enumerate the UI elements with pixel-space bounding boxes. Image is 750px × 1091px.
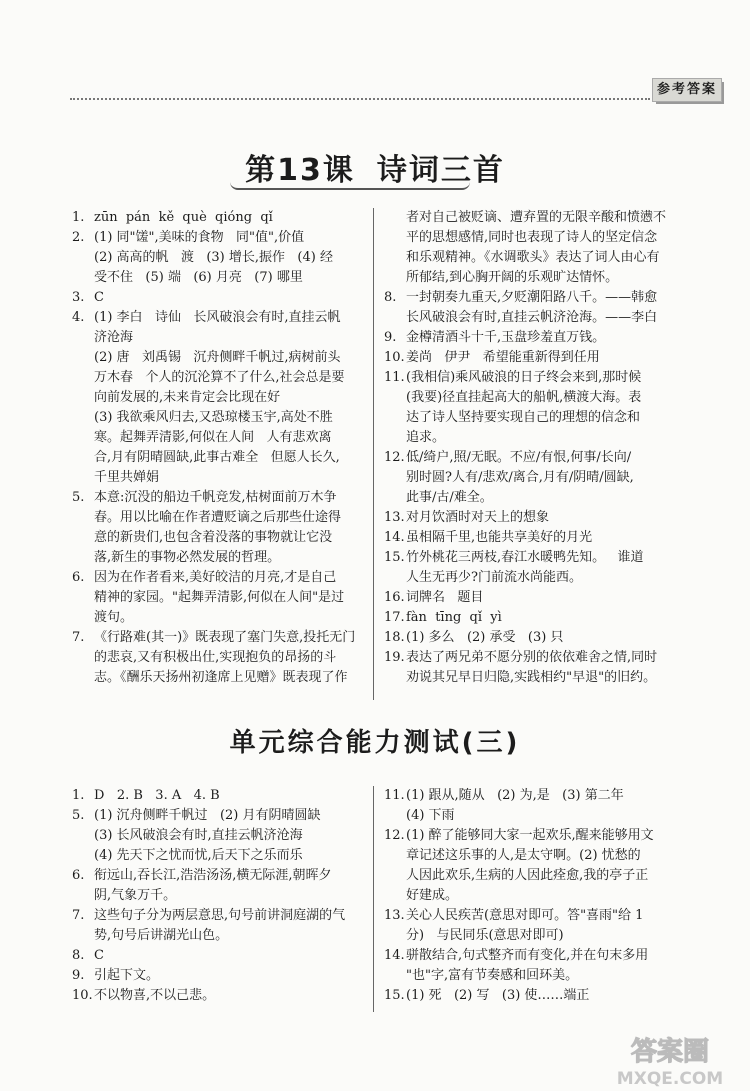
answer-text: C (94, 290, 104, 305)
answer-text: (1) 多么 (2) 承受 (3) 只 (406, 630, 564, 645)
answer-line (72, 846, 364, 866)
answer-line (72, 368, 364, 388)
answer-number (384, 408, 406, 428)
answer-number: 3. (72, 290, 85, 305)
answer-line (72, 628, 364, 648)
answer-text: 向前发展的,未来肯定会比现在好 (94, 390, 281, 405)
answer-text: 者对自己被贬谪、遭弃置的无限辛酸和愤懑不 (406, 210, 667, 225)
answer-line (72, 388, 364, 408)
answer-line (384, 308, 684, 328)
watermark-url: MXQE.COM (616, 1069, 724, 1088)
lesson-answers-right-column (384, 208, 684, 688)
answer-line (384, 548, 684, 568)
answer-number (72, 468, 94, 488)
watermark-logo-text: 答案圈 (630, 1037, 710, 1067)
answer-text: 一封朝奏九重天,夕贬潮阳路八千。——韩愈 (406, 290, 658, 305)
answer-text: 这些句子分为两层意思,句号前讲洞庭湖的气 (94, 908, 346, 923)
answer-line (384, 208, 684, 228)
answer-line (72, 248, 364, 268)
answer-number: 6. (72, 868, 85, 883)
answer-line (384, 986, 684, 1006)
answer-number (72, 648, 94, 668)
answer-text: 受不住 (5) 端 (6) 月亮 (7) 哪里 (94, 270, 303, 285)
answer-text: 济沧海 (94, 330, 134, 345)
answer-line (72, 668, 364, 688)
answer-line (384, 468, 684, 488)
answer-number (72, 826, 94, 846)
answer-number (384, 268, 406, 288)
answer-text: 所郁结,到心胸开阔的乐观旷达情怀。 (406, 270, 619, 285)
answer-line (72, 906, 364, 926)
answer-number (384, 966, 406, 986)
unit-answers-left-column (72, 786, 364, 1006)
answer-number (384, 468, 406, 488)
column-divider (373, 208, 374, 700)
answer-number (72, 448, 94, 468)
answer-number: 12. (384, 450, 405, 465)
answer-line (384, 568, 684, 588)
answer-number: 15. (384, 550, 405, 565)
header-answer-tab: 参考答案 (652, 78, 722, 102)
answer-line (72, 428, 364, 448)
answer-line (384, 866, 684, 886)
answer-line (384, 648, 684, 668)
answer-line (384, 786, 684, 806)
answer-text: 人生无再少?门前流水尚能西。 (406, 570, 582, 585)
answer-line (384, 826, 684, 846)
answer-number: 8. (72, 948, 85, 963)
answer-text: 千里共婵娟 (94, 470, 160, 485)
answer-line (72, 866, 364, 886)
answer-line (72, 408, 364, 428)
answer-number (384, 308, 406, 328)
answer-number (72, 368, 94, 388)
answer-number (384, 806, 406, 826)
answer-line (72, 268, 364, 288)
answer-number (72, 548, 94, 568)
answer-number (72, 428, 94, 448)
answer-line (384, 408, 684, 428)
lesson-number: 第13课 (245, 153, 355, 188)
answer-number (384, 388, 406, 408)
answer-line (384, 348, 684, 368)
answer-text: 阴,气象万千。 (94, 888, 177, 903)
answer-number: 9. (72, 968, 85, 983)
answer-line (384, 428, 684, 448)
answer-text: (1) 跟从,随从 (2) 为,是 (3) 第二年 (406, 788, 624, 803)
column-divider-2 (373, 786, 374, 1012)
answer-text: 意的新贵们,也包含着没落的事物就让它没 (94, 530, 333, 545)
answer-text: 不以物喜,不以己悲。 (94, 988, 216, 1003)
answer-number: 7. (72, 908, 85, 923)
lesson-name: 诗词三首 (376, 153, 505, 188)
answer-text: (1) 同"馐",美味的食物 同"值",价值 (94, 230, 305, 245)
answer-number: 17. (384, 610, 405, 625)
answer-number (72, 608, 94, 628)
answer-number (384, 886, 406, 906)
answer-number: 14. (384, 948, 405, 963)
answer-line (72, 348, 364, 368)
answer-text: "也"字,富有节奏感和回环美。 (406, 968, 579, 983)
answer-line (72, 568, 364, 588)
answer-text: 达了诗人坚持要实现自己的理想的信念和 (406, 410, 641, 425)
answer-line (72, 826, 364, 846)
answer-text: 词牌名 题目 (406, 590, 484, 605)
answer-number: 2. (72, 230, 85, 245)
answer-line (72, 946, 364, 966)
answer-line (384, 668, 684, 688)
answer-text: (2) 高高的帆 渡 (3) 增长,振作 (4) 经 (94, 250, 333, 265)
answer-line (384, 966, 684, 986)
answer-number: 18. (384, 630, 405, 645)
answer-line (384, 806, 684, 826)
answer-number (72, 926, 94, 946)
title-underline-decoration (230, 182, 470, 190)
answer-number: 12. (384, 828, 405, 843)
answer-number (72, 328, 94, 348)
answer-number (72, 408, 94, 428)
answer-text: 渡句。 (94, 610, 134, 625)
answer-line (384, 388, 684, 408)
unit-test-title: 单元综合能力测试(三) (229, 728, 521, 758)
answer-text: 落,新生的事物必然发展的哲理。 (94, 550, 281, 565)
answer-text: 关心人民疾苦(意思对即可。答"喜雨"给 1 (406, 908, 644, 923)
answer-number (72, 846, 94, 866)
answer-text: (4) 下雨 (406, 808, 455, 823)
answer-number (384, 926, 406, 946)
answer-text: (1) 李白 诗仙 长风破浪会有时,直挂云帆 (94, 310, 341, 325)
answer-text: (4) 先天下之忧而忧,后天下之乐而乐 (94, 848, 303, 863)
answer-line (72, 548, 364, 568)
answer-number: 10. (72, 988, 93, 1003)
answer-line (72, 648, 364, 668)
answer-number (384, 428, 406, 448)
answer-line (72, 288, 364, 308)
answer-line (384, 906, 684, 926)
answer-number (72, 588, 94, 608)
answer-text: (2) 唐 刘禹锡 沉舟侧畔千帆过,病树前头 (94, 350, 341, 365)
answer-line (384, 368, 684, 388)
answer-line (72, 448, 364, 468)
answer-text: 势,句号后讲湖光山色。 (94, 928, 229, 943)
answer-line (72, 926, 364, 946)
answer-text: 《行路难(其一)》既表现了塞门失意,投托无门 (94, 630, 356, 645)
answer-line (72, 208, 364, 228)
answer-text: 骈散结合,句式整齐而有变化,并在句末多用 (406, 948, 649, 963)
answer-text: zūn pán kě què qióng qǐ (94, 210, 273, 225)
answer-line (72, 488, 364, 508)
answer-number (384, 568, 406, 588)
answer-number: 16. (384, 590, 405, 605)
answer-line (72, 588, 364, 608)
answer-line (72, 806, 364, 826)
answer-text: 精神的家园。"起舞弄清影,何似在人间"是过 (94, 590, 345, 605)
answer-line (384, 228, 684, 248)
answer-text: 追求。 (406, 430, 446, 445)
answer-line (384, 588, 684, 608)
answer-number: 11. (384, 788, 405, 803)
answer-text: 本意:沉没的船边千帆竞发,枯树面前万木争 (94, 490, 337, 505)
answer-text: 虽相隔千里,也能共享美好的月光 (406, 530, 593, 545)
answer-text: 人因此欢乐,生病的人因此痊愈,我的亭子正 (406, 868, 649, 883)
answer-text: 因为在作者看来,美好皎洁的月亮,才是自己 (94, 570, 337, 585)
answer-text: 竹外桃花三两枝,春江水暖鸭先知。 谁道 (406, 550, 644, 565)
answer-number: 13. (384, 510, 405, 525)
answer-text: D 2. B 3. A 4. B (94, 788, 220, 803)
answer-number: 8. (384, 290, 397, 305)
answer-line (384, 528, 684, 548)
answer-number (384, 866, 406, 886)
answer-number (384, 488, 406, 508)
answer-number (72, 348, 94, 368)
answer-number: 7. (72, 630, 85, 645)
answer-line (72, 608, 364, 628)
answer-text: 金樽清酒斗十千,玉盘珍羞直万钱。 (406, 330, 606, 345)
answer-text: fàn tīng qǐ yì (406, 610, 502, 625)
answer-text: 章记述这乐事的人,是太守啊。(2) 忧愁的 (406, 848, 641, 863)
answer-line (72, 886, 364, 906)
answer-number: 13. (384, 908, 405, 923)
answer-line (384, 328, 684, 348)
answer-line (384, 628, 684, 648)
header-dotted-rule (70, 98, 650, 100)
answer-line (72, 986, 364, 1006)
answer-line (72, 528, 364, 548)
answer-number (384, 248, 406, 268)
answer-line (384, 946, 684, 966)
answer-number (72, 388, 94, 408)
answer-number (72, 268, 94, 288)
lesson-answers-left-column (72, 208, 364, 688)
answer-number (72, 508, 94, 528)
answer-line (72, 468, 364, 488)
answer-number (72, 886, 94, 906)
answer-text: 万木春 个人的沉沦算不了什么,社会总是要 (94, 370, 345, 385)
answer-line (384, 508, 684, 528)
answer-number (384, 846, 406, 866)
answer-text: 合,月有阴晴圆缺,此事古难全 但愿人长久, (94, 450, 340, 465)
answer-text: C (94, 948, 104, 963)
answer-number: 11. (384, 370, 405, 385)
answer-text: 低/绮户,照/无眠。不应/有恨,何事/长向/ (406, 450, 632, 465)
answer-text: (我相信)乘风破浪的日子终会来到,那时候 (406, 370, 642, 385)
answer-line (72, 966, 364, 986)
answer-number (384, 228, 406, 248)
answer-number: 4. (72, 310, 85, 325)
answer-text: 的悲哀,又有积极出仕,实现抱负的昂扬的斗 (94, 650, 337, 665)
answer-number: 1. (72, 788, 85, 803)
answer-text: (1) 沉舟侧畔千帆过 (2) 月有阴晴圆缺 (94, 808, 321, 823)
answer-number: 14. (384, 530, 405, 545)
answer-line (72, 508, 364, 528)
answer-text: 引起下文。 (94, 968, 160, 983)
answer-number: 5. (72, 490, 85, 505)
answer-text: (1) 死 (2) 写 (3) 使……端正 (406, 988, 590, 1003)
answer-line (72, 786, 364, 806)
answer-number (72, 248, 94, 268)
answer-line (384, 248, 684, 268)
answer-line (384, 488, 684, 508)
answer-line (384, 608, 684, 628)
answer-line (72, 228, 364, 248)
answer-line (72, 328, 364, 348)
answer-number (384, 208, 406, 228)
answer-line (384, 288, 684, 308)
answer-text: 衔远山,吞长江,浩浩汤汤,横无际涯,朝晖夕 (94, 868, 332, 883)
answer-text: 和乐观精神。《水调歌头》表达了词人由心有 (406, 250, 660, 265)
answer-text: 此事/古/难全。 (406, 490, 493, 505)
answer-text: 分) 与民同乐(意思对即可) (406, 928, 564, 943)
answer-text: 表达了两兄弟不愿分别的依依难舍之情,同时 (406, 650, 658, 665)
answer-number: 10. (384, 350, 405, 365)
watermark-logo (600, 1032, 740, 1088)
answer-line (384, 448, 684, 468)
answer-text: 长风破浪会有时,直挂云帆济沧海。——李白 (406, 310, 658, 325)
answer-number (72, 668, 94, 688)
answer-text: 别时圆?人有/悲欢/离合,月有/阴晴/圆缺, (406, 470, 634, 485)
answer-number: 15. (384, 988, 405, 1003)
answer-text: 劝说其兄早日归隐,实践相约"早退"的旧约。 (406, 670, 657, 685)
answer-text: (3) 我欲乘风归去,又恐琼楼玉宇,高处不胜 (94, 410, 333, 425)
answer-line (384, 268, 684, 288)
answer-number: 6. (72, 570, 85, 585)
answer-text: 春。用以比喻在作者遭贬谪之后那些仕途得 (94, 510, 342, 525)
answer-text: 对月饮酒时对天上的想象 (406, 510, 550, 525)
answer-number: 5. (72, 808, 85, 823)
answer-line (384, 846, 684, 866)
answer-number: 1. (72, 210, 85, 225)
answer-text: 平的思想感情,同时也表现了诗人的坚定信念 (406, 230, 658, 245)
answer-number (384, 668, 406, 688)
unit-answers-right-column (384, 786, 684, 1006)
answer-line (384, 886, 684, 906)
answer-text: 好建成。 (406, 888, 459, 903)
answer-number: 9. (384, 330, 397, 345)
answer-text: (1) 醉了能够同大家一起欢乐,醒来能够用文 (406, 828, 654, 843)
answer-line (72, 308, 364, 328)
answer-text: 寒。起舞弄清影,何似在人间 人有悲欢离 (94, 430, 332, 445)
answer-text: (我要)径直挂起高大的船帆,横渡大海。表 (406, 390, 642, 405)
answer-number: 19. (384, 650, 405, 665)
answer-text: (3) 长风破浪会有时,直挂云帆济沧海 (94, 828, 303, 843)
answer-text: 姜尚 伊尹 希望能重新得到任用 (406, 350, 600, 365)
answer-text: 志。《酬乐天扬州初逢席上见赠》既表现了作 (94, 670, 348, 685)
answer-line (384, 926, 684, 946)
answer-number (72, 528, 94, 548)
